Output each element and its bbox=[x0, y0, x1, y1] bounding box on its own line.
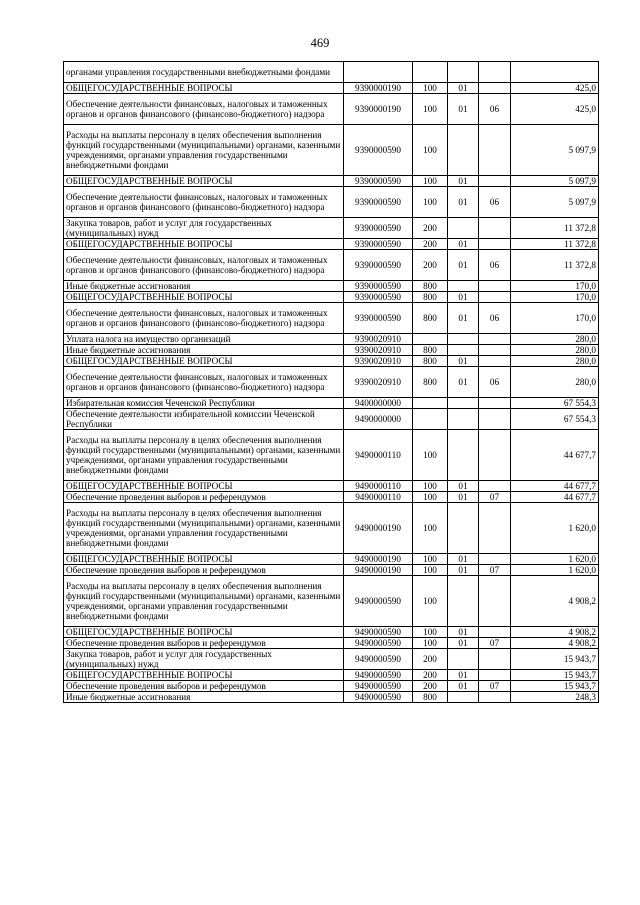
row-subsection-cell bbox=[479, 627, 511, 638]
row-target-article-cell: 9490000190 bbox=[344, 554, 413, 565]
row-subsection-cell bbox=[479, 503, 511, 554]
row-name-cell: ОБЩЕГОСУДАРСТВЕННЫЕ ВОПРОСЫ bbox=[64, 239, 344, 250]
row-section-cell: 01 bbox=[448, 565, 479, 576]
row-expense-type-cell: 800 bbox=[413, 356, 448, 367]
row-target-article-cell: 9390000590 bbox=[344, 250, 413, 281]
row-subsection-cell bbox=[479, 281, 511, 292]
table-row bbox=[64, 218, 599, 239]
row-section-cell bbox=[448, 345, 479, 356]
row-subsection-cell bbox=[479, 62, 511, 83]
row-amount-cell: 4 908,2 bbox=[511, 638, 599, 649]
row-subsection-cell: 06 bbox=[479, 94, 511, 125]
row-expense-type-cell: 100 bbox=[413, 576, 448, 627]
row-amount-cell bbox=[511, 62, 599, 83]
row-section-cell: 01 bbox=[448, 94, 479, 125]
table-row bbox=[64, 554, 599, 565]
row-expense-type-cell: 100 bbox=[413, 430, 448, 481]
row-subsection-cell: 07 bbox=[479, 565, 511, 576]
row-name-cell: Закупка товаров, работ и услуг для государственных (муниципальных) нужд bbox=[64, 649, 344, 670]
row-name-cell: ОБЩЕГОСУДАРСТВЕННЫЕ ВОПРОСЫ bbox=[64, 627, 344, 638]
row-amount-cell: 67 554,3 bbox=[511, 409, 599, 430]
row-section-cell: 01 bbox=[448, 681, 479, 692]
row-subsection-cell bbox=[479, 334, 511, 345]
row-subsection-cell bbox=[479, 692, 511, 703]
row-amount-cell: 248,3 bbox=[511, 692, 599, 703]
row-expense-type-cell: 100 bbox=[413, 503, 448, 554]
row-name-cell: Обеспечение проведения выборов и референдумов bbox=[64, 681, 344, 692]
row-amount-cell: 15 943,7 bbox=[511, 670, 599, 681]
row-name-cell: Расходы на выплаты персоналу в целях обеспечения выполнения функций государственными (муниципальными) органами, казенными учреждениями, органами управления государственными внебюджетными фондами bbox=[64, 430, 344, 481]
table-row bbox=[64, 187, 599, 218]
row-target-article-cell bbox=[344, 62, 413, 83]
row-name-cell: Обеспечение проведения выборов и референдумов bbox=[64, 638, 344, 649]
row-section-cell bbox=[448, 576, 479, 627]
row-target-article-cell: 9390000190 bbox=[344, 83, 413, 94]
row-name-cell: Обеспечение проведения выборов и референдумов bbox=[64, 565, 344, 576]
table-row bbox=[64, 250, 599, 281]
row-expense-type-cell: 200 bbox=[413, 670, 448, 681]
row-amount-cell: 44 677,7 bbox=[511, 492, 599, 503]
table-row bbox=[64, 430, 599, 481]
table-row bbox=[64, 345, 599, 356]
row-section-cell: 01 bbox=[448, 187, 479, 218]
budget-table-body bbox=[64, 62, 599, 703]
row-subsection-cell bbox=[479, 481, 511, 492]
row-expense-type-cell bbox=[413, 334, 448, 345]
row-name-cell: Обеспечение деятельности финансовых, налоговых и таможенных органов и органов финансового (финансово-бюджетного) надзора bbox=[64, 187, 344, 218]
row-name-cell: Обеспечение деятельности избирательной комиссии Чеченской Республики bbox=[64, 409, 344, 430]
row-name-cell: Избирательная комиссия Чеченской Республики bbox=[64, 398, 344, 409]
row-amount-cell: 280,0 bbox=[511, 367, 599, 398]
row-section-cell bbox=[448, 692, 479, 703]
row-section-cell: 01 bbox=[448, 670, 479, 681]
budget-table bbox=[63, 61, 599, 703]
row-name-cell: Закупка товаров, работ и услуг для государственных (муниципальных) нужд bbox=[64, 218, 344, 239]
row-amount-cell: 170,0 bbox=[511, 292, 599, 303]
row-amount-cell: 280,0 bbox=[511, 345, 599, 356]
table-row bbox=[64, 692, 599, 703]
row-target-article-cell: 9390000590 bbox=[344, 239, 413, 250]
row-subsection-cell bbox=[479, 409, 511, 430]
row-amount-cell: 425,0 bbox=[511, 83, 599, 94]
row-name-cell: Обеспечение проведения выборов и референдумов bbox=[64, 492, 344, 503]
table-row bbox=[64, 292, 599, 303]
row-amount-cell: 280,0 bbox=[511, 356, 599, 367]
row-expense-type-cell: 200 bbox=[413, 681, 448, 692]
table-row bbox=[64, 356, 599, 367]
row-subsection-cell bbox=[479, 670, 511, 681]
row-amount-cell: 11 372,8 bbox=[511, 239, 599, 250]
table-row bbox=[64, 649, 599, 670]
row-target-article-cell: 9390020910 bbox=[344, 356, 413, 367]
table-row bbox=[64, 638, 599, 649]
page-number: 469 bbox=[310, 36, 330, 50]
row-target-article-cell: 9390000590 bbox=[344, 125, 413, 176]
row-subsection-cell: 06 bbox=[479, 187, 511, 218]
table-row bbox=[64, 176, 599, 187]
table-row bbox=[64, 409, 599, 430]
row-subsection-cell bbox=[479, 554, 511, 565]
row-target-article-cell: 9490000590 bbox=[344, 638, 413, 649]
row-expense-type-cell: 200 bbox=[413, 239, 448, 250]
row-amount-cell: 15 943,7 bbox=[511, 681, 599, 692]
row-subsection-cell: 07 bbox=[479, 681, 511, 692]
row-name-cell: Расходы на выплаты персоналу в целях обеспечения выполнения функций государственными (муниципальными) органами, казенными учреждениями, органами управления государственными внебюджетными фондами bbox=[64, 125, 344, 176]
row-target-article-cell: 9490000110 bbox=[344, 430, 413, 481]
row-name-cell: Расходы на выплаты персоналу в целях обеспечения выполнения функций государственными (муниципальными) органами, казенными учреждениями, органами управления государственными внебюджетными фондами bbox=[64, 576, 344, 627]
row-expense-type-cell: 200 bbox=[413, 218, 448, 239]
row-name-cell: Иные бюджетные ассигнования bbox=[64, 281, 344, 292]
table-row bbox=[64, 239, 599, 250]
row-name-cell: Обеспечение деятельности финансовых, налоговых и таможенных органов и органов финансового (финансово-бюджетного) надзора bbox=[64, 94, 344, 125]
row-amount-cell: 5 097,9 bbox=[511, 187, 599, 218]
row-section-cell: 01 bbox=[448, 292, 479, 303]
row-target-article-cell: 9490000000 bbox=[344, 409, 413, 430]
row-target-article-cell: 9390000590 bbox=[344, 292, 413, 303]
row-amount-cell: 44 677,7 bbox=[511, 430, 599, 481]
row-subsection-cell: 06 bbox=[479, 250, 511, 281]
row-amount-cell: 280,0 bbox=[511, 334, 599, 345]
row-section-cell: 01 bbox=[448, 356, 479, 367]
row-target-article-cell: 9390020910 bbox=[344, 334, 413, 345]
row-expense-type-cell: 100 bbox=[413, 83, 448, 94]
row-name-cell: Иные бюджетные ассигнования bbox=[64, 345, 344, 356]
row-subsection-cell bbox=[479, 292, 511, 303]
row-name-cell: ОБЩЕГОСУДАРСТВЕННЫЕ ВОПРОСЫ bbox=[64, 356, 344, 367]
row-target-article-cell: 9390000590 bbox=[344, 281, 413, 292]
row-target-article-cell: 9390000590 bbox=[344, 303, 413, 334]
row-subsection-cell: 07 bbox=[479, 492, 511, 503]
row-section-cell bbox=[448, 218, 479, 239]
row-target-article-cell: 9390000590 bbox=[344, 218, 413, 239]
row-expense-type-cell: 100 bbox=[413, 94, 448, 125]
row-target-article-cell: 9390020910 bbox=[344, 367, 413, 398]
table-row bbox=[64, 398, 599, 409]
row-subsection-cell bbox=[479, 430, 511, 481]
row-name-cell: ОБЩЕГОСУДАРСТВЕННЫЕ ВОПРОСЫ bbox=[64, 670, 344, 681]
row-subsection-cell: 07 bbox=[479, 638, 511, 649]
row-expense-type-cell bbox=[413, 409, 448, 430]
row-amount-cell: 4 908,2 bbox=[511, 576, 599, 627]
row-name-cell: Иные бюджетные ассигнования bbox=[64, 692, 344, 703]
row-section-cell: 01 bbox=[448, 554, 479, 565]
row-expense-type-cell: 100 bbox=[413, 125, 448, 176]
table-row bbox=[64, 281, 599, 292]
row-subsection-cell bbox=[479, 125, 511, 176]
row-name-cell: Расходы на выплаты персоналу в целях обеспечения выполнения функций государственными (муниципальными) органами, казенными учреждениями, органами управления государственными внебюджетными фондами bbox=[64, 503, 344, 554]
row-section-cell: 01 bbox=[448, 367, 479, 398]
row-amount-cell: 5 097,9 bbox=[511, 125, 599, 176]
row-expense-type-cell: 100 bbox=[413, 554, 448, 565]
row-expense-type-cell: 100 bbox=[413, 481, 448, 492]
row-target-article-cell: 9490000590 bbox=[344, 627, 413, 638]
row-subsection-cell bbox=[479, 176, 511, 187]
row-expense-type-cell bbox=[413, 398, 448, 409]
row-target-article-cell: 9390020910 bbox=[344, 345, 413, 356]
row-amount-cell: 1 620,0 bbox=[511, 565, 599, 576]
table-row bbox=[64, 303, 599, 334]
table-row bbox=[64, 125, 599, 176]
row-section-cell bbox=[448, 281, 479, 292]
row-name-cell: Обеспечение деятельности финансовых, налоговых и таможенных органов и органов финансового (финансово-бюджетного) надзора bbox=[64, 303, 344, 334]
table-row bbox=[64, 627, 599, 638]
row-name-cell: Обеспечение деятельности финансовых, налоговых и таможенных органов и органов финансового (финансово-бюджетного) надзора bbox=[64, 367, 344, 398]
row-name-cell: ОБЩЕГОСУДАРСТВЕННЫЕ ВОПРОСЫ bbox=[64, 292, 344, 303]
row-section-cell bbox=[448, 62, 479, 83]
row-amount-cell: 44 677,7 bbox=[511, 481, 599, 492]
row-section-cell: 01 bbox=[448, 481, 479, 492]
row-section-cell bbox=[448, 398, 479, 409]
row-subsection-cell: 06 bbox=[479, 367, 511, 398]
row-expense-type-cell: 100 bbox=[413, 627, 448, 638]
row-section-cell: 01 bbox=[448, 303, 479, 334]
row-amount-cell: 170,0 bbox=[511, 303, 599, 334]
row-expense-type-cell: 100 bbox=[413, 565, 448, 576]
row-name-cell: Уплата налога на имущество организаций bbox=[64, 334, 344, 345]
row-section-cell: 01 bbox=[448, 176, 479, 187]
row-section-cell bbox=[448, 430, 479, 481]
table-row bbox=[64, 503, 599, 554]
row-subsection-cell: 06 bbox=[479, 303, 511, 334]
row-section-cell: 01 bbox=[448, 239, 479, 250]
table-row bbox=[64, 83, 599, 94]
row-subsection-cell bbox=[479, 345, 511, 356]
table-row bbox=[64, 367, 599, 398]
row-expense-type-cell: 100 bbox=[413, 176, 448, 187]
row-target-article-cell: 9490000590 bbox=[344, 670, 413, 681]
row-amount-cell: 4 908,2 bbox=[511, 627, 599, 638]
table-row bbox=[64, 576, 599, 627]
row-section-cell bbox=[448, 649, 479, 670]
row-amount-cell: 1 620,0 bbox=[511, 503, 599, 554]
row-subsection-cell bbox=[479, 356, 511, 367]
row-amount-cell: 11 372,8 bbox=[511, 250, 599, 281]
table-row bbox=[64, 481, 599, 492]
row-expense-type-cell: 800 bbox=[413, 692, 448, 703]
row-expense-type-cell bbox=[413, 62, 448, 83]
table-row bbox=[64, 492, 599, 503]
row-expense-type-cell: 800 bbox=[413, 281, 448, 292]
row-section-cell: 01 bbox=[448, 492, 479, 503]
row-amount-cell: 15 943,7 bbox=[511, 649, 599, 670]
row-name-cell: органами управления государственными внебюджетными фондами bbox=[64, 62, 344, 83]
row-expense-type-cell: 800 bbox=[413, 345, 448, 356]
row-amount-cell: 5 097,9 bbox=[511, 176, 599, 187]
row-name-cell: Обеспечение деятельности финансовых, налоговых и таможенных органов и органов финансового (финансово-бюджетного) надзора bbox=[64, 250, 344, 281]
row-section-cell bbox=[448, 503, 479, 554]
table-row bbox=[64, 94, 599, 125]
row-expense-type-cell: 800 bbox=[413, 303, 448, 334]
table-row bbox=[64, 334, 599, 345]
row-expense-type-cell: 800 bbox=[413, 292, 448, 303]
table-row bbox=[64, 681, 599, 692]
row-expense-type-cell: 100 bbox=[413, 492, 448, 503]
row-target-article-cell: 9490000110 bbox=[344, 481, 413, 492]
row-section-cell: 01 bbox=[448, 638, 479, 649]
row-subsection-cell bbox=[479, 576, 511, 627]
row-section-cell: 01 bbox=[448, 627, 479, 638]
row-amount-cell: 170,0 bbox=[511, 281, 599, 292]
row-name-cell: ОБЩЕГОСУДАРСТВЕННЫЕ ВОПРОСЫ bbox=[64, 176, 344, 187]
table-row bbox=[64, 565, 599, 576]
row-amount-cell: 425,0 bbox=[511, 94, 599, 125]
row-subsection-cell bbox=[479, 239, 511, 250]
row-section-cell: 01 bbox=[448, 250, 479, 281]
row-target-article-cell: 9490000590 bbox=[344, 681, 413, 692]
row-subsection-cell bbox=[479, 649, 511, 670]
row-name-cell: ОБЩЕГОСУДАРСТВЕННЫЕ ВОПРОСЫ bbox=[64, 554, 344, 565]
row-target-article-cell: 9490000590 bbox=[344, 692, 413, 703]
row-subsection-cell bbox=[479, 218, 511, 239]
row-target-article-cell: 9400000000 bbox=[344, 398, 413, 409]
row-target-article-cell: 9490000190 bbox=[344, 503, 413, 554]
row-name-cell: ОБЩЕГОСУДАРСТВЕННЫЕ ВОПРОСЫ bbox=[64, 481, 344, 492]
row-target-article-cell: 9490000590 bbox=[344, 576, 413, 627]
row-expense-type-cell: 200 bbox=[413, 649, 448, 670]
row-section-cell: 01 bbox=[448, 83, 479, 94]
row-subsection-cell bbox=[479, 83, 511, 94]
row-target-article-cell: 9490000590 bbox=[344, 649, 413, 670]
row-expense-type-cell: 100 bbox=[413, 638, 448, 649]
table-row bbox=[64, 62, 599, 83]
row-name-cell: ОБЩЕГОСУДАРСТВЕННЫЕ ВОПРОСЫ bbox=[64, 83, 344, 94]
row-section-cell bbox=[448, 409, 479, 430]
row-amount-cell: 67 554,3 bbox=[511, 398, 599, 409]
row-section-cell bbox=[448, 125, 479, 176]
row-target-article-cell: 9490000190 bbox=[344, 565, 413, 576]
row-amount-cell: 11 372,8 bbox=[511, 218, 599, 239]
row-target-article-cell: 9490000110 bbox=[344, 492, 413, 503]
row-section-cell bbox=[448, 334, 479, 345]
row-amount-cell: 1 620,0 bbox=[511, 554, 599, 565]
row-target-article-cell: 9390000590 bbox=[344, 187, 413, 218]
row-target-article-cell: 9390000590 bbox=[344, 176, 413, 187]
row-expense-type-cell: 800 bbox=[413, 367, 448, 398]
row-subsection-cell bbox=[479, 398, 511, 409]
table-row bbox=[64, 670, 599, 681]
row-expense-type-cell: 100 bbox=[413, 187, 448, 218]
row-target-article-cell: 9390000190 bbox=[344, 94, 413, 125]
row-expense-type-cell: 200 bbox=[413, 250, 448, 281]
